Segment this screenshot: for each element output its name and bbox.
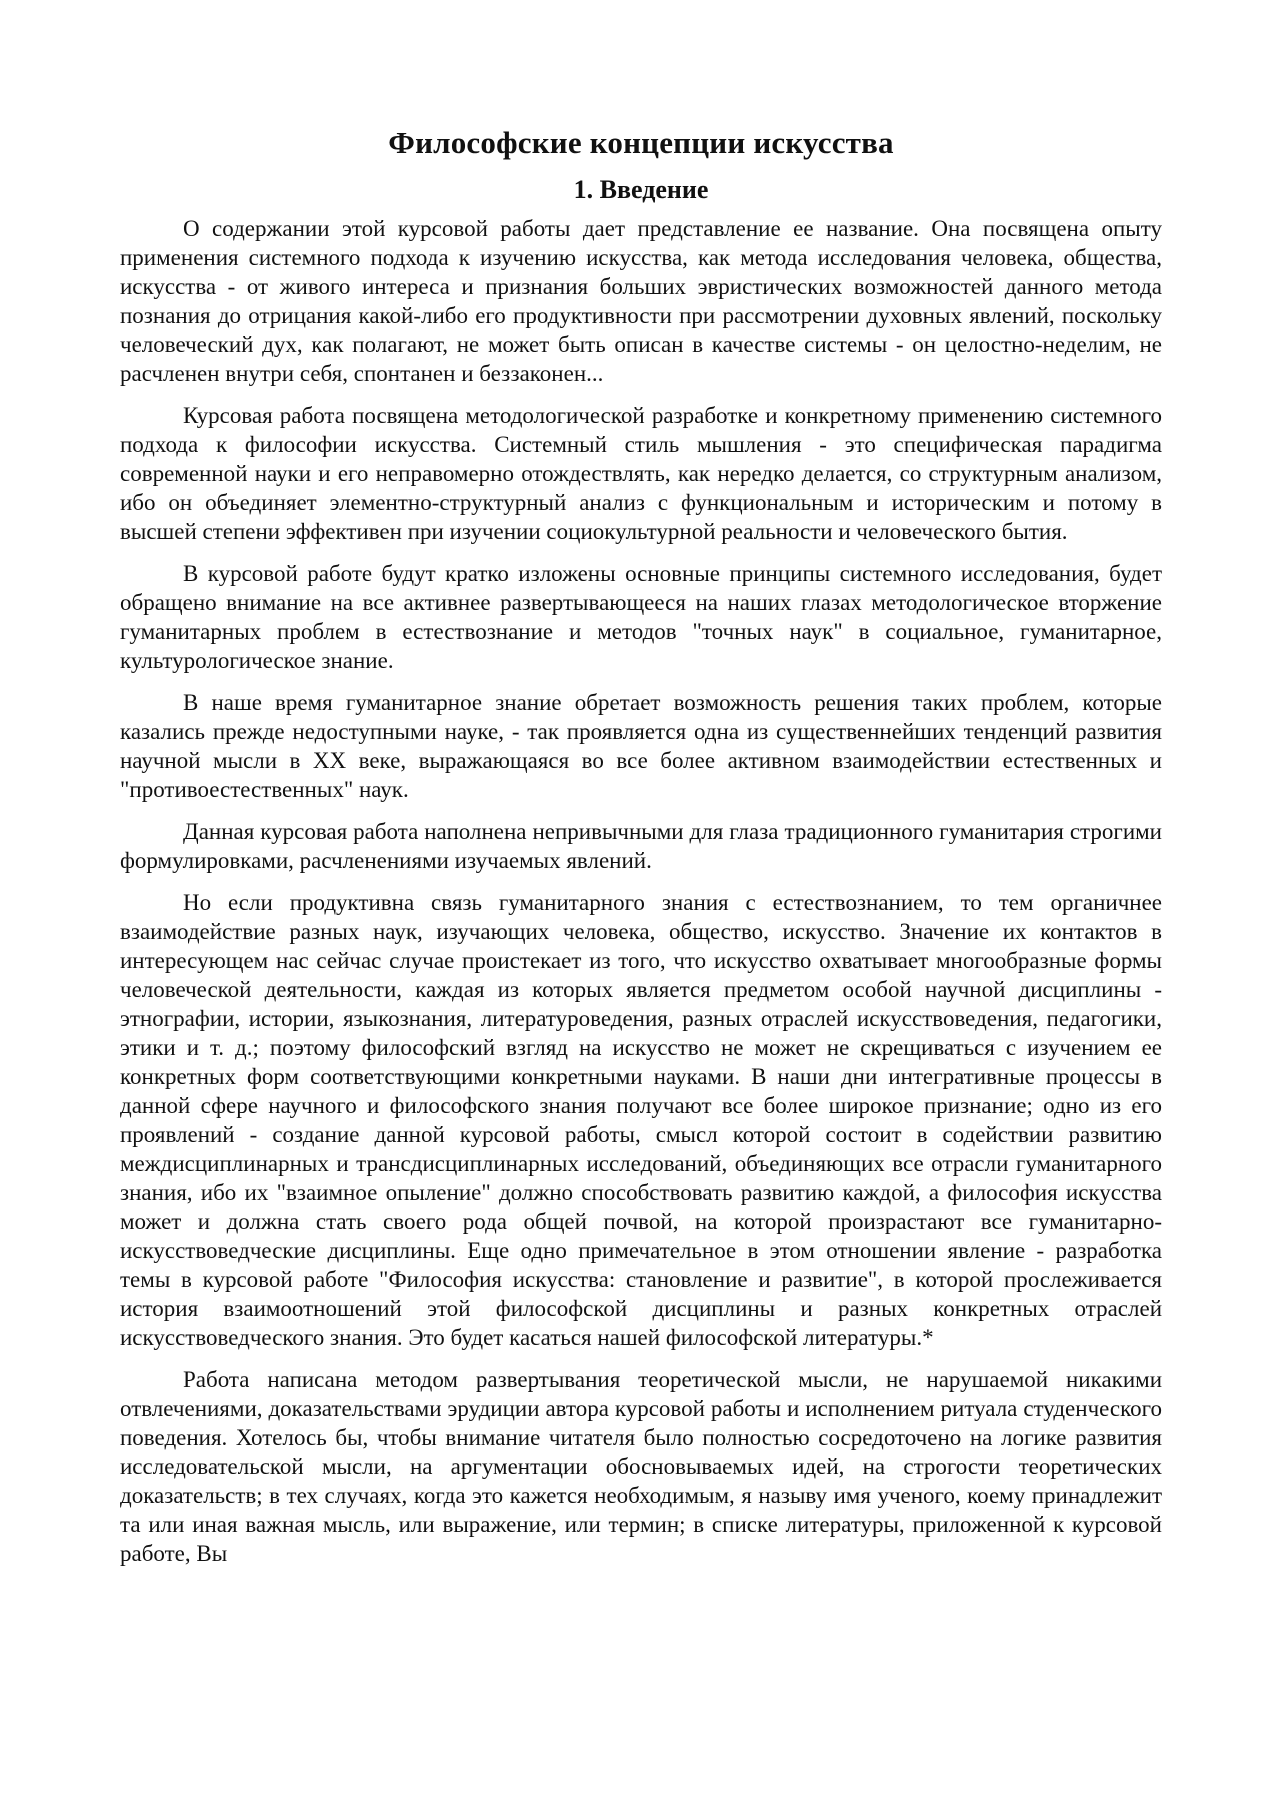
paragraph-humanities: В наше время гуманитарное знание обретает возможность решения таких проблем, которые казались прежде недоступными науке, - так проявляется одна из существеннейших тенденций развития научной мысли в XX веке, выражающаяся во все более активном взаимодействии естественных и "противоестественных" наук. xyxy=(120,690,1162,802)
paragraph-interdisciplinary: Но если продуктивна связь гуманитарного знания с естествознанием, то тем органичнее взаимодействие разных наук, изучающих человека, общество, искусство. Значение их контактов в интересующем нас сейчас случае проистекает из того, что искусство охватывает многообразные формы человеческой деятельности, каждая из которых является предметом особой научной дисциплины - этнографии, истории, языкознания, литературоведения, разных отраслей искусствоведения, педагогики, этики и т. д.; поэтому философский взгляд на искусство не может не скрещиваться с изучением ее конкретных форм соответствующими конкретными науками. В наши дни интегративные процессы в данной сфере научного и философского знания получают все более широкое признание; одно из его проявлений - создание данной курсовой работы, смысл которой состоит в содействии развитию междисциплинарных и трансдисциплинарных исследований, объединяющих все отрасли гуманитарного знания, ибо их "взаимное опыление" должно способствовать развитию каждой, а философия искусства может и должна стать своего рода общей почвой, на которой произрастают все гуманитарно-искусствоведческие дисциплины. Еще одно примечательное в этом отношении явление - разработка темы в курсовой работе "Философия искусства: становление и развитие", в которой прослеживается история взаимоотношений этой философской дисциплины и разных конкретных отраслей искусствоведческого знания. Это будет касаться нашей философской литературы.* xyxy=(120,890,1162,1350)
paragraph-systems-approach: Курсовая работа посвящена методологической разработке и конкретному применению системного подхода к философии искусства. Системный стиль мышления - это специфическая парадигма современной науки и его неправомерно отождествлять, как нередко делается, со структурным анализом, ибо он объединяет элементно-структурный анализ с функциональным и историческим и потому в высшей степени эффективен при изучении социокультурной реальности и человеческого бытия. xyxy=(120,403,1162,544)
section-heading: 1. Введение xyxy=(573,175,709,204)
paragraph-principles: В курсовой работе будут кратко изложены основные принципы системного исследования, будет обращено внимание на все активнее развертывающееся на наших глазах методологическое вторжение гуманитарных проблем в естествознание и методов "точных наук" в социальное, гуманитарное, культурологическое знание. xyxy=(120,561,1162,673)
paragraph-formulations: Данная курсовая работа наполнена непривычными для глаза традиционного гуманитария строгими формулировками, расчленениями изучаемых явлений. xyxy=(120,819,1162,873)
document-page xyxy=(120,122,1162,1568)
document-title: Философские концепции искусства xyxy=(388,125,894,160)
paragraph-method: Работа написана методом развертывания теоретической мысли, не нарушаемой никакими отвлечениями, доказательствами эрудиции автора курсовой работы и исполнением ритуала студенческого поведения. Хотелось бы, чтобы внимание читателя было полностью сосредоточено на логике развития исследовательской мысли, на аргументации обосновываемых идей, на строгости теоретических доказательств; в тех случаях, когда это кажется необходимым, я назыву имя ученого, коему принадлежит та или иная важная мысль, или выражение, или термин; в списке литературы, приложенной к курсовой работе, Вы xyxy=(120,1367,1162,1566)
paragraph-intro: О содержании этой курсовой работы дает представление ее название. Она посвящена опыту применения системного подхода к изучению искусства, как метода исследования человека, общества, искусства - от живого интереса и признания больших эвристических возможностей данного метода познания до отрицания какой-либо его продуктивности при рассмотрении духовных явлений, поскольку человеческий дух, как полагают, не может быть описан в качестве системы - он целостно-неделим, не расчленен внутри себя, спонтанен и беззаконен... xyxy=(120,216,1162,386)
